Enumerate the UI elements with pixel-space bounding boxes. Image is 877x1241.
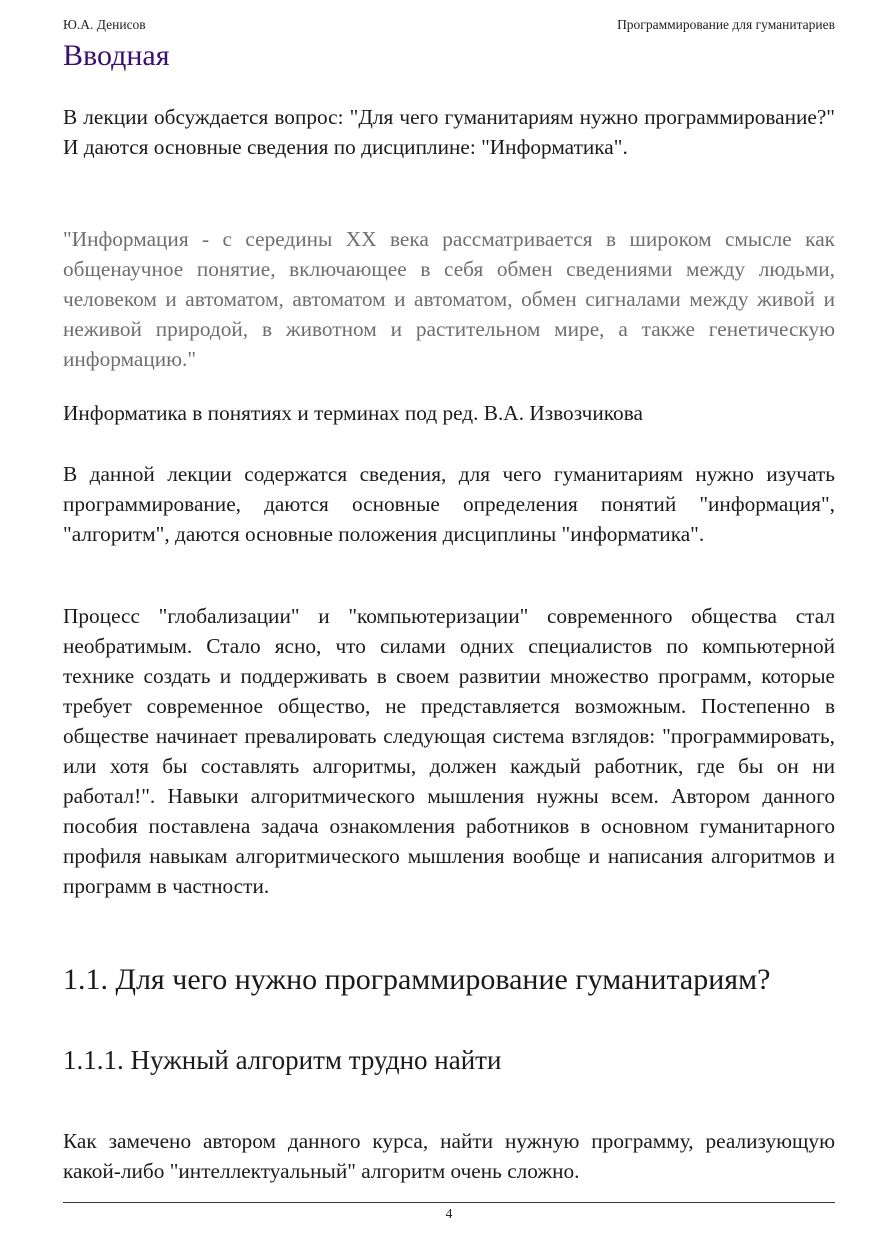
footer-divider [63, 1202, 835, 1203]
document-page [63, 0, 835, 1241]
chapter-title: Вводная [63, 39, 170, 72]
running-header [63, 17, 835, 33]
last-paragraph: Как замечено автором данного курса, найти нужную программу, реализующую какой-либо "интеллектуальный" алгоритм очень сложно. [63, 1129, 835, 1183]
page-number: 4 [445, 1206, 453, 1221]
header-author: Ю.А. Денисов [63, 17, 146, 32]
lecture-contents-paragraph: В данной лекции содержатся сведения, для чего гуманитариям нужно изучать программирование, даются основные определения понятий "информация", "алгоритм", даются основные положения дисциплины "информатика". [63, 462, 835, 546]
globalization-paragraph: Процесс "глобализации" и "компьютеризации" современного общества стал необратимым. Стало ясно, что силами одних специалистов по компьютерной технике создать и поддерживать в своем развитии множество программ, которые требует современное общество, не представляется возможным. Постепенно в обществе начинает превалировать следующая система взглядов: "программировать, или хотя бы составлять алгоритмы, должен каждый работник, где бы он ни работал!". Навыки алгоритмического мышления нужны всем. Автором данного пособия поставлена задача ознакомления работников в основном гуманитарного профиля навыкам алгоритмического мышления вообще и написания алгоритмов и программ в частности. [63, 604, 835, 898]
section-heading: 1.1. Для чего нужно программирование гуманитариям? [63, 963, 771, 996]
header-book-title: Программирование для гуманитариев [617, 17, 835, 32]
quote-paragraph: "Информация - с середины XX века рассматривается в широком смысле как общенаучное понятие, включающее в себя обмен сведениями между людьми, человеком и автоматом, автоматом и автоматом, обмен сигналами между живой и неживой природой, в животном и растительном мире, а также генетическую информацию." [63, 227, 835, 371]
citation-line: Информатика в понятиях и терминах под ред. В.А. Извозчикова [63, 401, 643, 425]
subsection-heading: 1.1.1. Нужный алгоритм трудно найти [63, 1045, 502, 1075]
intro-paragraph: В лекции обсуждается вопрос: "Для чего гуманитариям нужно программирование?" И даются основные сведения по дисциплине: "Информатика". [63, 105, 835, 159]
